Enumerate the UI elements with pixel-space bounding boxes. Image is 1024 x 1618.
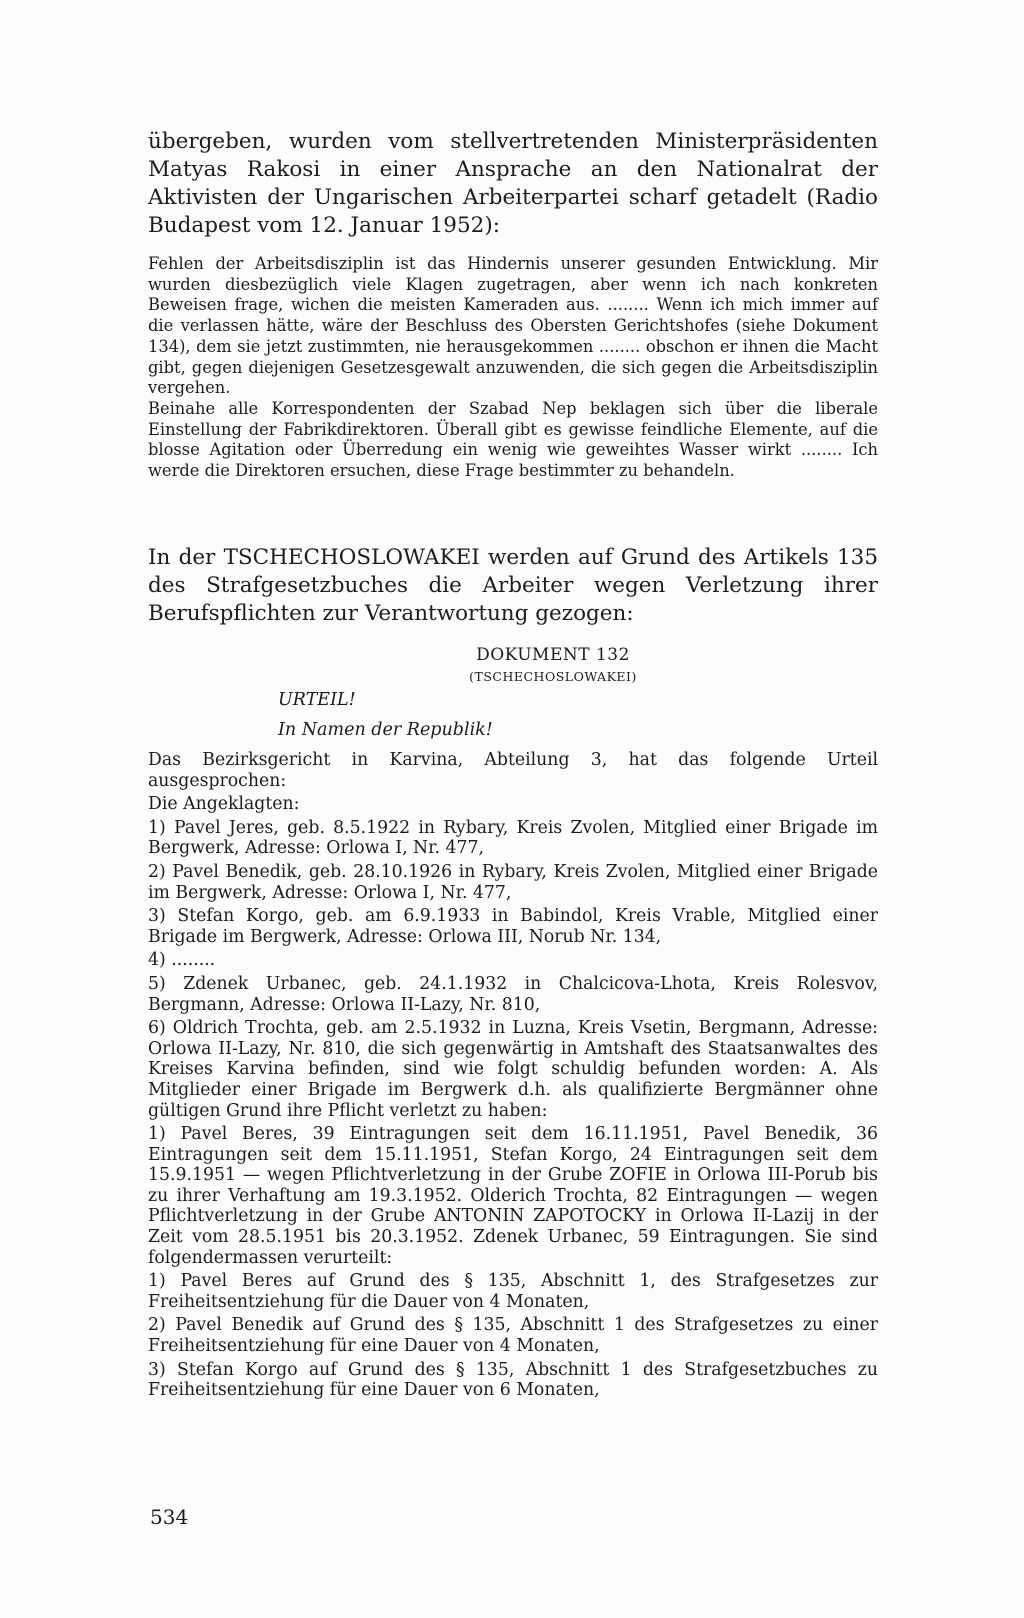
verdict-paragraph: 1) Pavel Beres, 39 Eintragungen seit dem 16.11.1951, Pavel Benedik, 36 Eintragungen seit dem 15.11.1951, Stefan Korgo, 24 Eintragungen seit dem 15.9.1951 — wegen Pflichtverletzung in der Grube ZOFIE in Orlowa III-Porub bis zu ihrer Verhaftung am 19.3.1952. Olderich Trochta, 82 Eintragungen — wegen Pflichtverletzung in der Grube ANTONIN ZAPOTOCKY in Orlowa II-Lazij in der Zeit vom 28.5.1951 bis 20.3.1952. Zdenek Urbanec, 59 Eintragungen. Sie sind folgendermassen verurteilt:	[148, 1124, 878, 1268]
verdict-text	[148, 750, 878, 1404]
quote-paragraph: Beinahe alle Korrespondenten der Szabad Nep beklagen sich über die liberale Einstellung der Fabrikdirektoren. Überall gibt es gewisse feindliche Elemente, auf die blosse Agitation oder Überredung ein wenig wie geweihtes Wasser wirkt ........ Ich werde die Direktoren ersuchen, diese Frage bestimmter zu behandeln.	[148, 398, 878, 481]
verdict-paragraph: 1) Pavel Jeres, geb. 8.5.1922 in Rybary, Kreis Zvolen, Mitglied einer Brigade im Bergwerk, Adresse: Orlowa I, Nr. 477,	[148, 817, 878, 859]
page-number: 534	[150, 1505, 189, 1529]
verdict-paragraph: 6) Oldrich Trochta, geb. am 2.5.1932 in Luzna, Kreis Vsetin, Bergmann, Adresse: Orlowa II-Lazy, Nr. 810, die sich gegenwärtig in Amtshaft des Staatsanwaltes des Kreises Karvina befinden, sind wie folgt schuldig befunden worden: A. Als Mitglieder einer Brigade im Bergwerk d.h. als qualifizierte Bergmänner ohne gültigen Grund ihre Pflicht verletzt zu haben:	[148, 1018, 878, 1121]
verdict-paragraph: Das Bezirksgericht in Karvina, Abteilung 3, hat das folgende Urteil ausgesprochen:	[148, 750, 878, 791]
document-subtitle: (TSCHECHOSLOWAKEI)	[469, 669, 637, 684]
verdict-paragraph: 3) Stefan Korgo auf Grund des § 135, Abschnitt 1 des Strafgesetzbuches zu Freiheitsentziehung für eine Dauer von 6 Monaten,	[148, 1359, 878, 1401]
verdict-paragraph: 1) Pavel Beres auf Grund des § 135, Abschnitt 1, des Strafgesetzes zur Freiheitsentziehung für die Dauer von 4 Monaten,	[148, 1271, 878, 1312]
intro-paragraph-text: In der TSCHECHOSLOWAKEI werden auf Grund des Artikels 135 des Strafgesetzbuches die Arbeiter wegen Verletzung ihrer Berufspflichten zur Verantwortung gezogen:	[148, 545, 878, 626]
verdict-paragraph: 3) Stefan Korgo, geb. am 6.9.1933 in Babindol, Kreis Vrable, Mitglied einer Brigade im Bergwerk, Adresse: Orlowa III, Norub Nr. 134,	[148, 906, 878, 947]
rakosi-quote	[148, 254, 878, 482]
document-heading	[148, 645, 878, 684]
verdict-paragraph: 4) ........	[148, 950, 216, 971]
intro-paragraph	[148, 544, 878, 628]
verdict-paragraph: 2) Pavel Benedik auf Grund des § 135, Abschnitt 1 des Strafgesetzes zu einer Freiheitsentziehung für eine Dauer von 4 Monaten,	[148, 1315, 878, 1357]
verdict-paragraph: 2) Pavel Benedik, geb. 28.10.1926 in Rybary, Kreis Zvolen, Mitglied einer Brigade im Bergwerk, Adresse: Orlowa I, Nr. 477,	[148, 861, 878, 903]
urteil-heading: URTEIL!	[278, 690, 356, 710]
lead-paragraph-text: übergeben, wurden vom stellvertretenden Ministerpräsidenten Matyas Rakosi in einer Ansprache an den Nationalrat der Aktivisten der Ungarischen Arbeiterpartei scharf getadelt (Radio Budapest vom 12. Januar 1952):	[148, 129, 878, 238]
document-title: DOKUMENT 132	[476, 645, 630, 665]
quote-paragraph: Fehlen der Arbeitsdisziplin ist das Hindernis unserer gesunden Entwicklung. Mir wurden diesbezüglich viele Klagen zugetragen, aber wenn ich nach konkreten Beweisen frage, wichen die meisten Kameraden aus. ........ Wenn ich mich immer auf die verlassen hätte, wäre der Beschluss des Obersten Gerichtshofes (siehe Dokument 134), dem sie jetzt zustimmten, nie herausgekommen ........ obschon er ihnen die Macht gibt, gegen diejenigen Gesetzesgewalt anzuwenden, die sich gegen die Arbeitsdisziplin vergehen.	[148, 254, 878, 398]
namen-der-republik: In Namen der Republik!	[278, 720, 493, 740]
verdict-paragraph: Die Angeklagten:	[148, 794, 300, 815]
lead-paragraph	[148, 128, 878, 240]
verdict-paragraph: 5) Zdenek Urbanec, geb. 24.1.1932 in Chalcicova-Lhota, Kreis Rolesvov, Bergmann, Adresse: Orlowa II-Lazy, Nr. 810,	[148, 973, 878, 1015]
